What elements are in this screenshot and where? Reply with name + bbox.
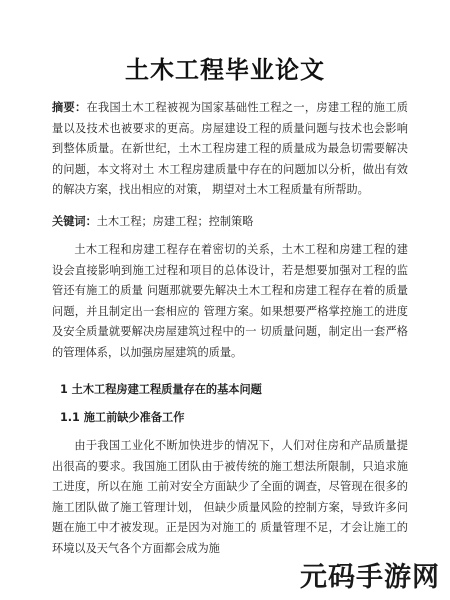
abstract-label: 摘要： xyxy=(52,101,87,114)
section-heading-1: 1 土木工程房建工程质量存在的基本问题 xyxy=(60,383,262,396)
abstract-text: 在我国土木工程被视为国家基础性工程之一，房建工程的施工质 量以及技术也被要求的更高。房屋建设工程的质量问题与技术也会影响到整体质量。在新世纪，土木工程房建工程的质量成为最急切需要解决的问题，本文将对土 木工程房建质量中存在的问题加以分析，做出有效的解决方案，找出相应的对策， 期望对土木工程质量有所帮助。 xyxy=(52,101,408,196)
body-paragraph-1: 土木工程和房建工程存在着密切的关系，土木工程和房建工程的建设会直接影响到施工过程和项目的总体设计，若是想要加强对工程的监管还有施工的质量 问题那就要先解决土木工程和房建工程存在着的质量问题，并且制定出一套相应的 管理方案。如果想要严格掌控施工的进度及安全质量就要解决房屋建筑过程中的一 切质量问题，制定出一套严格的管理体系，以加强房屋建筑的质量。 xyxy=(52,243,408,359)
site-watermark: 元码手游网 xyxy=(298,555,442,594)
keywords-text: 土木工程；房建工程；控制策略 xyxy=(96,215,254,228)
keywords-label: 关键词： xyxy=(52,215,97,228)
keywords-line xyxy=(52,212,408,233)
body-paragraph-2: 由于我国工业化不断加快进步的情况下，人们对住房和产品质量提出很高的要求。我国施工团队由于被传统的施工想法所限制，只追求施工进度，所以在施 工前对安全方面缺少了全面的调查，尽管现在很多的施工团队做了施工管理计划， 但缺少质量风险的控制方案，导致许多问题在施工中才被发现。正是因为对施工的 质量管理不足，才会让施工的环境以及天气各个方面都会成为施 xyxy=(52,439,408,555)
abstract-paragraph xyxy=(52,98,408,201)
section-heading-1-1: 1.1 施工前缺少准备工作 xyxy=(60,411,185,424)
document-title: 土木工程毕业论文 xyxy=(125,56,325,84)
